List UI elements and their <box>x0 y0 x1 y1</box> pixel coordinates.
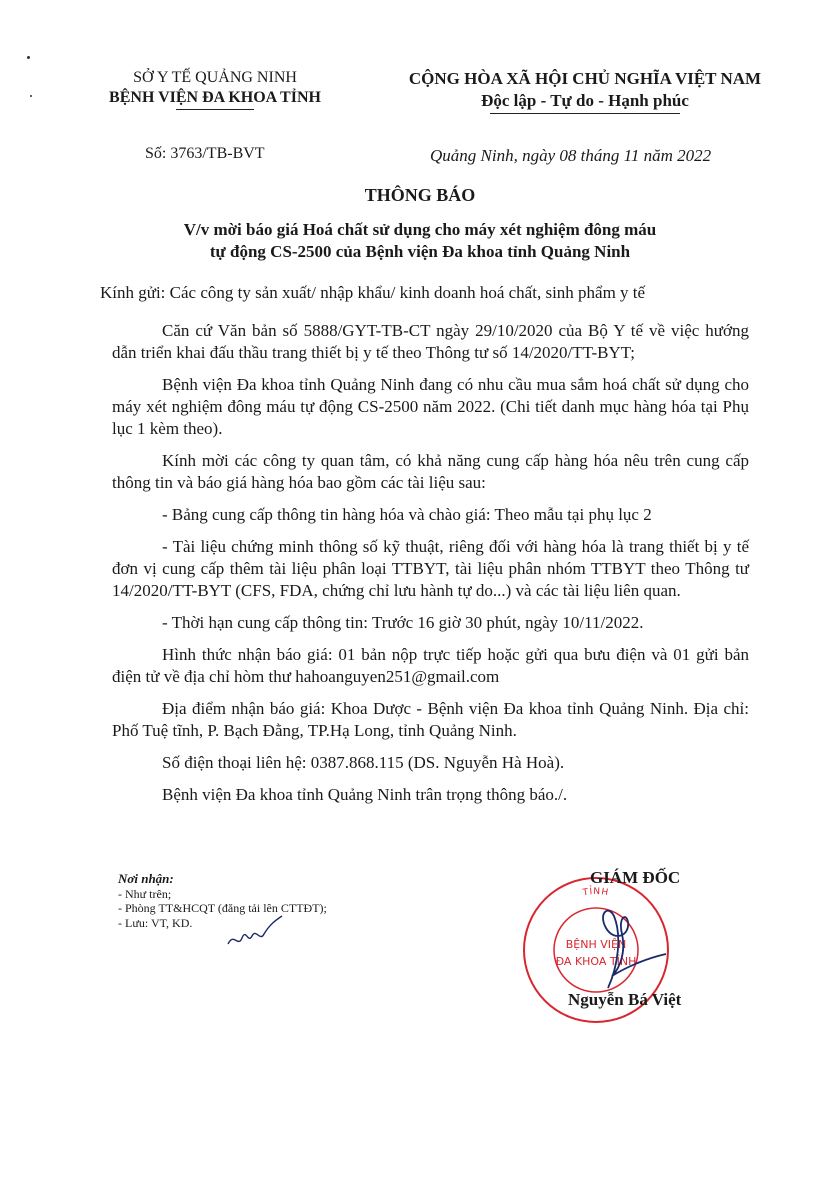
place-date: Quảng Ninh, ngày 08 tháng 11 năm 2022 <box>430 146 712 165</box>
document-subject <box>60 219 780 263</box>
seal-center-line: BỆNH VIỆN <box>565 938 627 951</box>
greeting: Kính gửi: Các công ty sản xuất/ nhập khẩu/ kinh doanh hoá chất, sinh phẩm y tế <box>100 283 646 302</box>
body-paragraph: Bệnh viện Đa khoa tỉnh Quảng Ninh đang có nhu cầu mua sắm hoá chất sử dụng cho máy xét nghiệm đông máu tự động CS-2500 năm 2022. (Chi tiết danh mục hàng hóa tại Phụ lục 1 kèm theo). <box>112 375 749 438</box>
document-number: Số: 3763/TB-BVT <box>145 145 265 162</box>
signer-name: Nguyễn Bá Việt <box>568 990 682 1009</box>
issuing-organization <box>60 68 370 110</box>
org-underline <box>176 109 254 110</box>
subject-line: tự động CS-2500 của Bệnh viện Đa khoa tỉnh Quảng Ninh <box>209 242 631 261</box>
scan-speck <box>30 95 32 97</box>
national-heading <box>380 68 790 114</box>
scan-speck <box>27 56 30 59</box>
country-name: CỘNG HÒA XÃ HỘI CHỦ NGHĨA VIỆT NAM <box>408 69 762 88</box>
body-paragraph: Bệnh viện Đa khoa tỉnh Quảng Ninh trân trọng thông báo./. <box>162 785 568 804</box>
body-paragraph: - Tài liệu chứng minh thông số kỹ thuật, riêng đối với hàng hóa là trang thiết bị y tế đơn vị cung cấp thêm tài liệu phân loại TTBYT, tài liệu phân nhóm TTBYT theo Thông tư 14/2020/TT-BYT (CFS, FDA, chứng chỉ lưu hành tự do...) và các tài liệu liên quan. <box>112 537 749 600</box>
body-paragraph: Căn cứ Văn bản số 5888/GYT-TB-CT ngày 29/10/2020 của Bộ Y tế về việc hướng dẫn triển khai đấu thầu trang thiết bị y tế theo Thông tư số 14/2020/TT-BYT; <box>112 321 749 362</box>
document-body <box>112 320 749 816</box>
recipient-item: - Như trên; <box>118 886 172 901</box>
body-paragraph: Địa điểm nhận báo giá: Khoa Dược - Bệnh viện Đa khoa tỉnh Quảng Ninh. Địa chỉ: Phố Tuệ tĩnh, P. Bạch Đằng, TP.Hạ Long, tỉnh Quảng Ninh. <box>112 699 749 740</box>
body-paragraph: Hình thức nhận báo giá: 01 bản nộp trực tiếp hoặc gửi qua bưu điện và 01 gửi bản điện tử về địa chỉ hòm thư hahoanguyen251@gmail.com <box>112 645 749 686</box>
body-paragraph: Số điện thoại liên hệ: 0387.868.115 (DS. Nguyễn Hà Hoà). <box>162 753 565 772</box>
subject-line: V/v mời báo giá Hoá chất sử dụng cho máy xét nghiệm đông máu <box>183 220 657 239</box>
org-parent: SỞ Y TẾ QUẢNG NINH <box>133 69 297 86</box>
recipient-item: - Lưu: VT, KD. <box>118 915 193 930</box>
motto-underline <box>490 113 680 114</box>
recipients-heading: Nơi nhận: <box>118 871 174 886</box>
seal-center-line: ĐA KHOA TỈNH <box>555 955 637 968</box>
seal-top-text: TỈNH <box>582 886 610 899</box>
recipient-item: - Phòng TT&HCQT (đăng tải lên CTTĐT); <box>118 901 327 915</box>
motto: Độc lập - Tự do - Hạnh phúc <box>481 91 689 110</box>
recipients-block <box>118 872 327 930</box>
initials-mark <box>224 914 284 954</box>
body-paragraph: Kính mời các công ty quan tâm, có khả năng cung cấp hàng hóa nêu trên cung cấp thông tin và báo giá hàng hóa bao gồm các tài liệu sau: <box>112 451 749 492</box>
body-paragraph: - Thời hạn cung cấp thông tin: Trước 16 giờ 30 phút, ngày 10/11/2022. <box>162 613 644 632</box>
body-paragraph: - Bảng cung cấp thông tin hàng hóa và chào giá: Theo mẫu tại phụ lục 2 <box>162 505 652 524</box>
handwritten-signature <box>578 896 668 996</box>
signer-position: GIÁM ĐỐC <box>590 868 681 887</box>
org-name: BỆNH VIỆN ĐA KHOA TỈNH <box>109 89 321 106</box>
document-title: THÔNG BÁO <box>364 185 476 205</box>
